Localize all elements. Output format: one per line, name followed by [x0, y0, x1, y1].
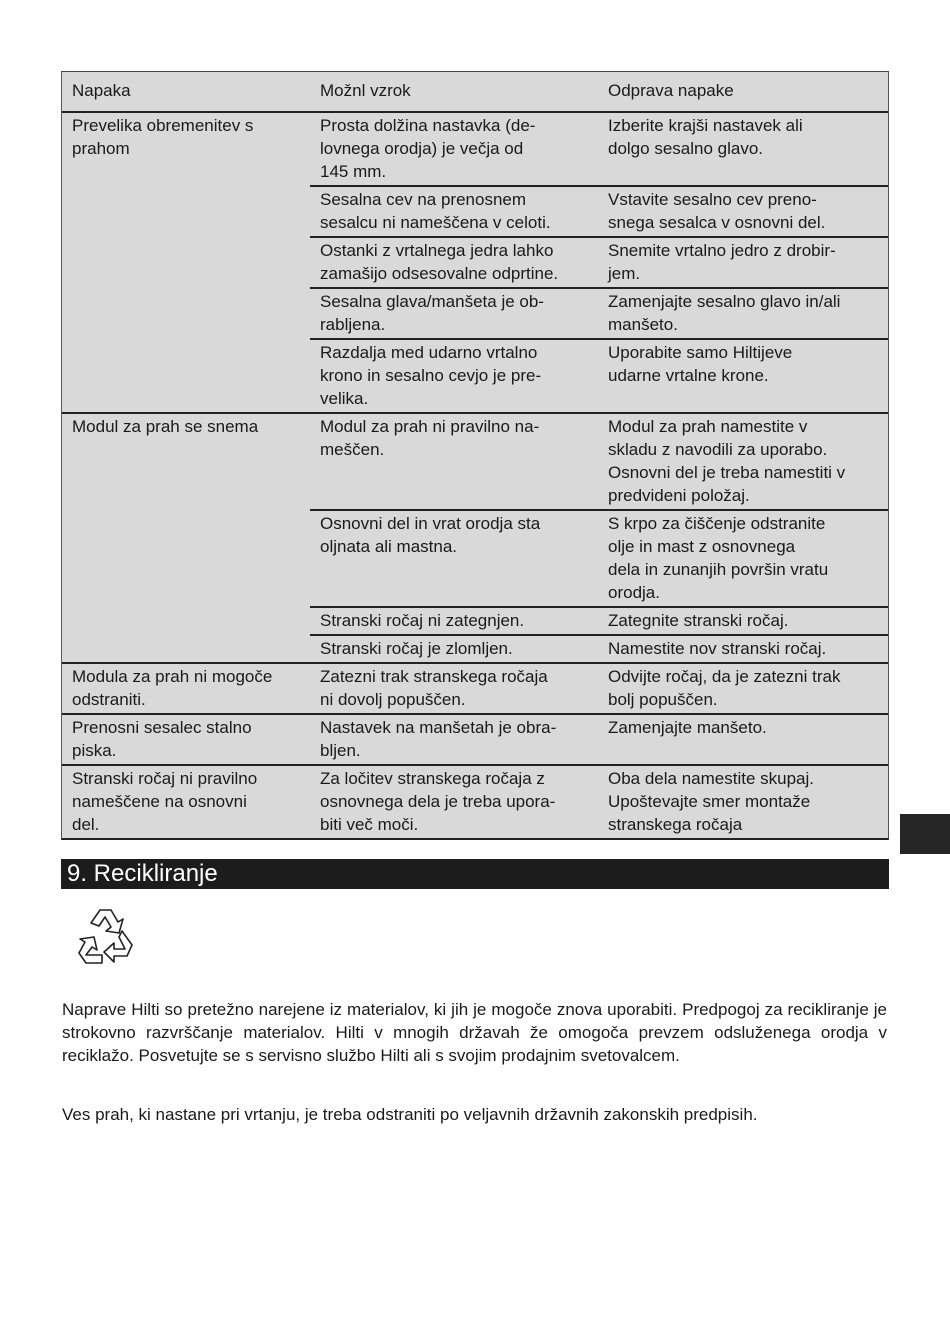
- cause-cell: Razdalja med udarno vrtalno krono in sesalno cevjo je pre- velika.: [320, 343, 542, 408]
- table-row: [310, 187, 888, 238]
- header-remedy: Odprava napake: [608, 81, 734, 100]
- fault-group: [62, 766, 888, 838]
- remedy-cell: Snemite vrtalno jedro z drobir- jem.: [608, 241, 836, 283]
- remedy-cell: Uporabite samo Hiltijeve udarne vrtalne krone.: [608, 343, 793, 385]
- cause-cell: Osnovni del in vrat orodja sta oljnata ali mastna.: [320, 514, 541, 556]
- remedy-cell: Modul za prah namestite v skladu z navodili za uporabo. Osnovni del je treba namestiti v predvideni položaj.: [608, 417, 846, 505]
- cause-cell: Stranski ročaj je zlomljen.: [320, 639, 513, 658]
- table-row: [310, 664, 888, 713]
- remedy-cell: Zamenjajte sesalno glavo in/ali manšeto.: [608, 292, 841, 334]
- table-row: [310, 340, 888, 412]
- fault-group: [62, 113, 888, 414]
- cause-cell: Zatezni trak stranskega ročaja ni dovolj popuščen.: [320, 667, 548, 709]
- dust-disposal-paragraph: Ves prah, ki nastane pri vrtanju, je treba odstraniti po veljavnih državnih zakonskih predpisih.: [62, 1105, 758, 1124]
- table-row: [310, 238, 888, 289]
- page-tab-marker: [900, 814, 950, 854]
- table-row: [310, 715, 888, 764]
- fault-group: [62, 715, 888, 766]
- table-row: [310, 289, 888, 340]
- remedy-cell: Namestite nov stranski ročaj.: [608, 639, 827, 658]
- table-row: [310, 636, 888, 662]
- fault-group: [62, 664, 888, 715]
- troubleshooting-table: [61, 71, 889, 840]
- fault-cell: Modul za prah se snema: [72, 417, 259, 436]
- fault-group: [62, 414, 888, 664]
- fault-cell: Stranski ročaj ni pravilno nameščene na osnovni del.: [72, 769, 258, 834]
- table-body: [62, 113, 888, 838]
- fault-cell: Prevelika obremenitev s prahom: [72, 116, 254, 158]
- recycling-paragraph: Naprave Hilti so pretežno narejene iz materialov, ki jih je mogoče znova uporabiti. Predpogoj za recikliranje je strokovno razvrščanje materialov. Hilti v mnogih državah že omogoča prevzem odsluženega orodja v reciklažo. Posvetujte se s servisno službo Hilti ali s svojim prodajnim svetovalcem.: [62, 1000, 887, 1065]
- fault-cell: Prenosni sesalec stalno piska.: [72, 718, 252, 760]
- recycle-icon: [64, 905, 142, 977]
- table-row: [310, 511, 888, 608]
- table-row: [310, 766, 888, 838]
- cause-cell: Za ločitev stranskega ročaja z osnovnega dela je treba upora- biti več moči.: [320, 769, 556, 834]
- table-row: [310, 113, 888, 187]
- header-cause: Možnl vzrok: [320, 81, 411, 100]
- table-row: [310, 414, 888, 511]
- remedy-cell: S krpo za čiščenje odstranite olje in mast z osnovnega dela in zunanjih površin vratu orodja.: [608, 514, 829, 602]
- remedy-cell: Vstavite sesalno cev preno- snega sesalca v osnovni del.: [608, 190, 826, 232]
- cause-cell: Stranski ročaj ni zategnjen.: [320, 611, 525, 630]
- cause-cell: Ostanki z vrtalnega jedra lahko zamašijo odsesovalne odprtine.: [320, 241, 559, 283]
- remedy-cell: Oba dela namestite skupaj. Upoštevajte smer montaže stranskega ročaja: [608, 769, 815, 834]
- remedy-cell: Izberite krajši nastavek ali dolgo sesalno glavo.: [608, 116, 803, 158]
- table-header: [62, 72, 888, 113]
- section-title: 9. Recikliranje: [61, 859, 889, 889]
- fault-cell: Modula za prah ni mogoče odstraniti.: [72, 667, 273, 709]
- cause-cell: Prosta dolžina nastavka (de- lovnega orodja) je večja od 145 mm.: [320, 116, 536, 181]
- remedy-cell: Zategnite stranski ročaj.: [608, 611, 789, 630]
- remedy-cell: Zamenjajte manšeto.: [608, 718, 767, 737]
- cause-cell: Nastavek na manšetah je obra- bljen.: [320, 718, 557, 760]
- table-row: [310, 608, 888, 636]
- cause-cell: Sesalna glava/manšeta je ob- rabljena.: [320, 292, 544, 334]
- cause-cell: Modul za prah ni pravilno na- meščen.: [320, 417, 540, 459]
- cause-cell: Sesalna cev na prenosnem sesalcu ni nameščena v celoti.: [320, 190, 551, 232]
- header-fault: Napaka: [72, 81, 131, 100]
- remedy-cell: Odvijte ročaj, da je zatezni trak bolj popuščen.: [608, 667, 841, 709]
